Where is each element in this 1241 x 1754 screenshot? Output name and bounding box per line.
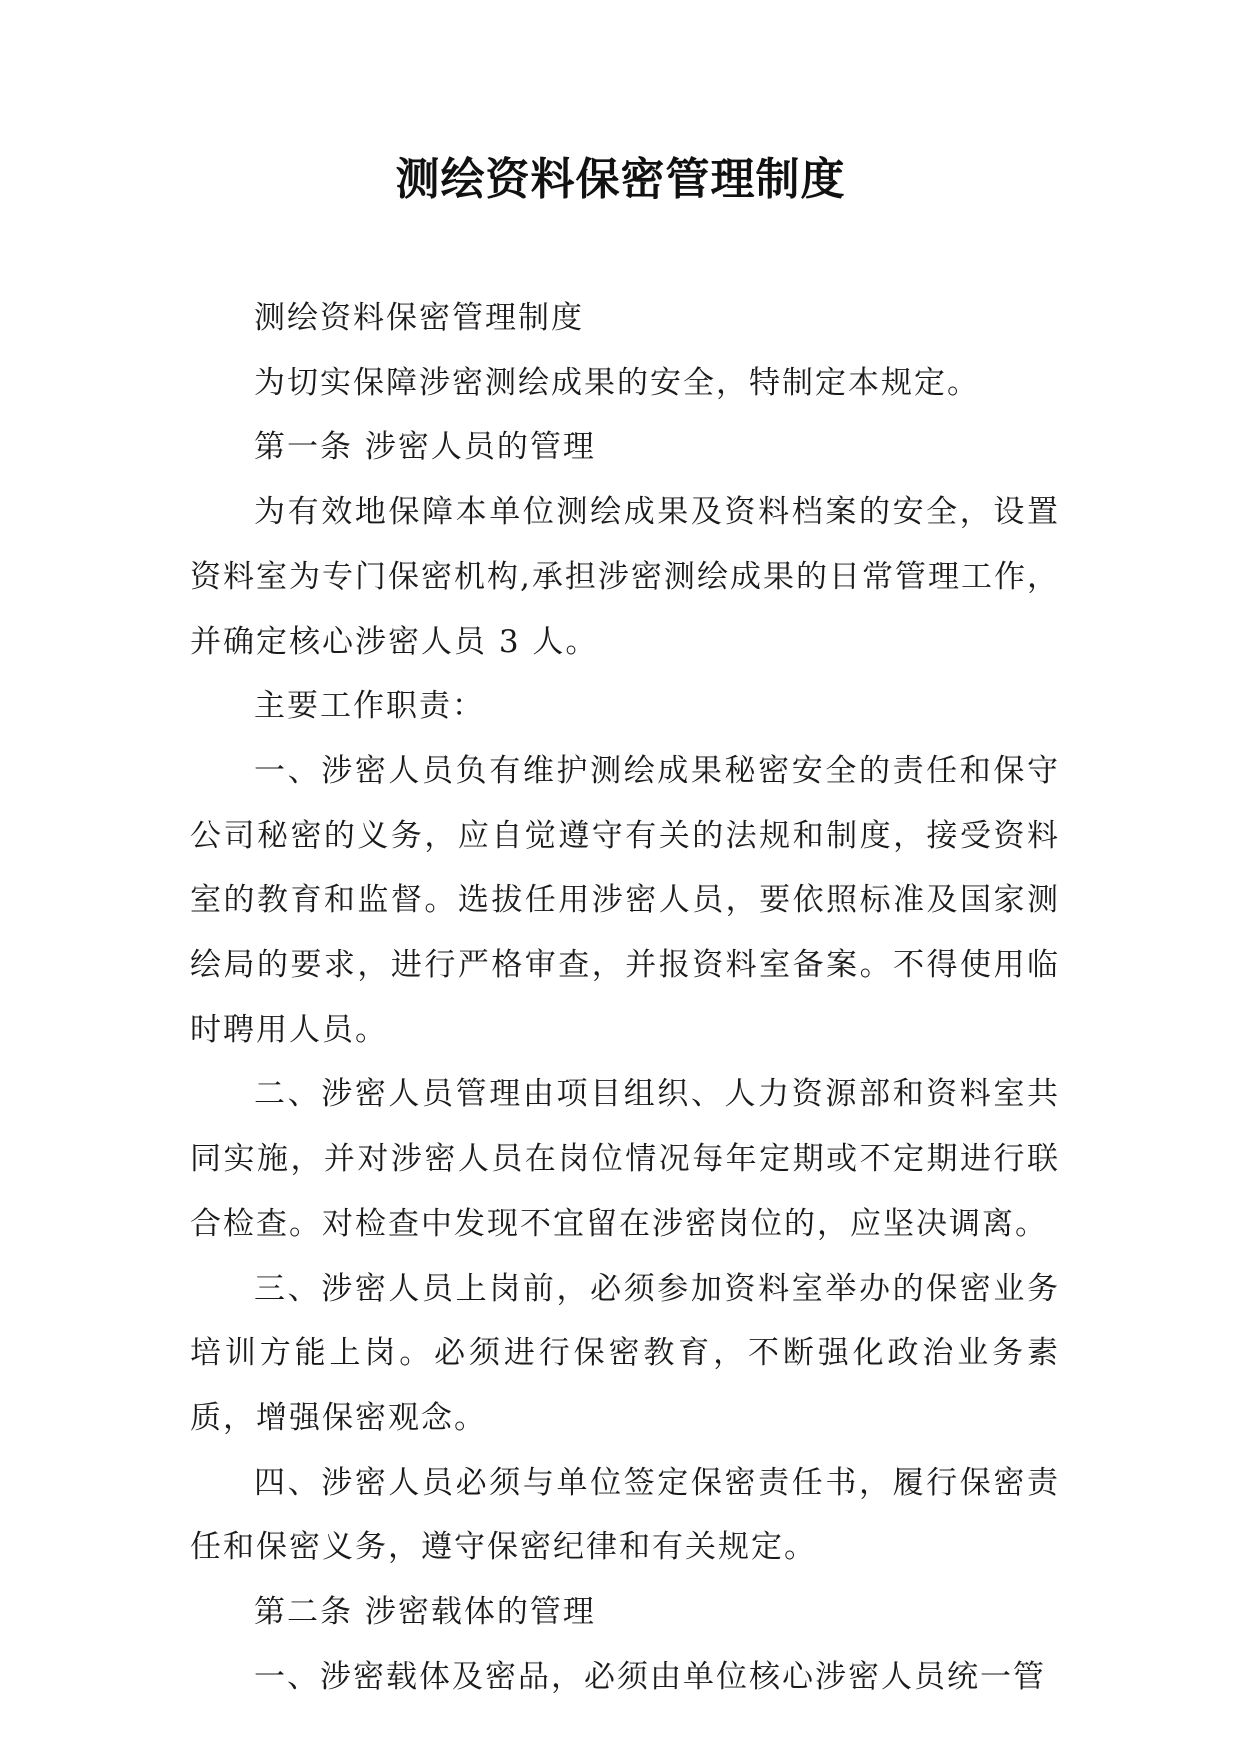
paragraph: 主要工作职责： xyxy=(254,688,485,725)
article-2-heading: 第二条 涉密载体的管理 xyxy=(254,1594,596,1631)
paragraph-intro: 为切实保障涉密测绘成果的安全，特制定本规定。 xyxy=(254,364,980,401)
document-body xyxy=(190,286,1060,1709)
paragraph: 一、涉密人员负有维护测绘成果秘密安全的责任和保守公司秘密的义务，应自觉遵守有关的法规和制度，接受资料室的教育和监督。选拔任用涉密人员，要依照标准及国家测绘局的要求，进行严格审查，并报资料室备案。不得使用临时聘用人员。 xyxy=(190,752,1060,1048)
paragraph-subtitle: 测绘资料保密管理制度 xyxy=(254,300,584,336)
paragraph: 二、涉密人员管理由项目组织、人力资源部和资料室共同实施，并对涉密人员在岗位情况每年定期或不定期进行联合检查。对检查中发现不宜留在涉密岗位的，应坚决调离。 xyxy=(190,1076,1060,1242)
paragraph: 四、涉密人员必须与单位签定保密责任书，履行保密责任和保密义务，遵守保密纪律和有关规定。 xyxy=(190,1464,1060,1566)
document-title: 测绘资料保密管理制度 xyxy=(395,154,846,205)
paragraph: 一、涉密载体及密品，必须由单位核心涉密人员统一管 xyxy=(254,1658,1046,1695)
paragraph: 三、涉密人员上岗前，必须参加资料室举办的保密业务培训方能上岗。必须进行保密教育，不断强化政治业务素质，增强保密观念。 xyxy=(190,1270,1060,1436)
paragraph: 为有效地保障本单位测绘成果及资料档案的安全，设置资料室为专门保密机构,承担涉密测绘成果的日常管理工作，并确定核心涉密人员 3 人。 xyxy=(190,494,1060,660)
article-1-heading: 第一条 涉密人员的管理 xyxy=(254,429,596,466)
